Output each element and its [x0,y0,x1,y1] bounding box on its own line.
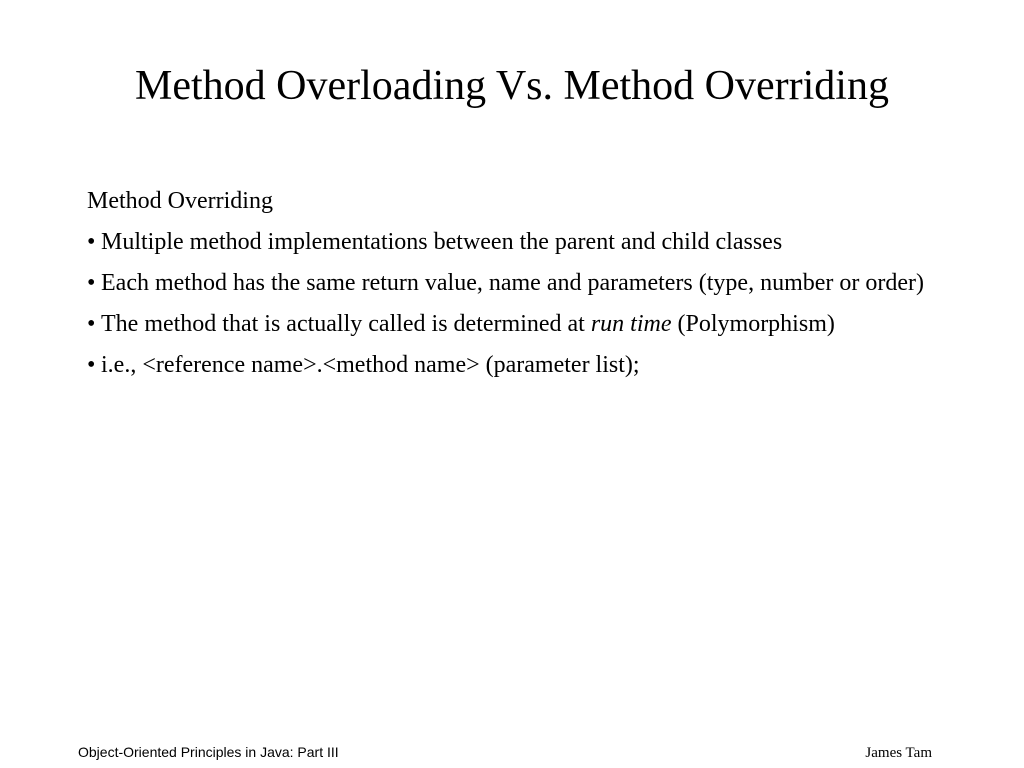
section-subheading: Method Overriding [87,188,273,214]
bullet-text-before: The method that is actually called is determined at [101,311,591,337]
bullet-text: i.e., <reference name>.<method name> (parameter list); [101,352,640,378]
slide-title: Method Overloading Vs. Method Overriding [135,63,889,109]
bullet-text-italic: run time [590,311,672,337]
bullet-marker: • [87,270,96,296]
footer-course-title: Object-Oriented Principles in Java: Part III [78,744,339,760]
slide-body [87,184,947,389]
bullet-text: Each method has the same return value, name and parameters (type, number or order) [101,270,924,296]
bullet-marker: • [87,352,96,378]
bullet-item-4 [87,348,947,383]
footer-author: James Tam [865,745,932,761]
bullet-item-1 [87,225,947,260]
bullet-text: Multiple method implementations between the parent and child classes [101,229,783,255]
bullet-marker: • [87,229,96,255]
bullet-text-after: (Polymorphism) [671,311,835,337]
bullet-item-3 [87,307,947,342]
bullet-marker: • [87,311,96,337]
bullet-item-2 [87,266,947,301]
